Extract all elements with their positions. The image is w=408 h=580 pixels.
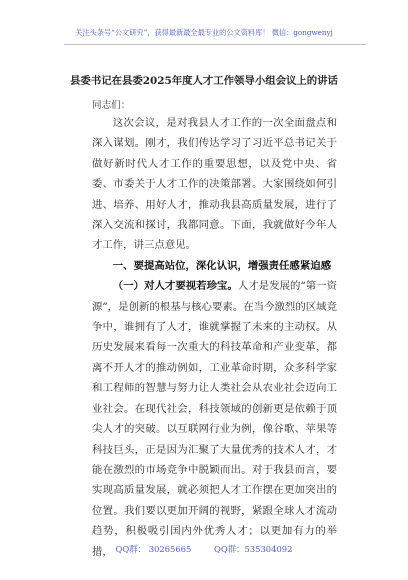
subsection-heading: （一）对人才要视若珍宝。 bbox=[112, 280, 238, 293]
document-title: 县委书记在县委2025年度人才工作领导小组会议上的讲话 bbox=[70, 75, 338, 87]
document-body bbox=[92, 113, 337, 562]
header-divider bbox=[64, 44, 366, 45]
footer-qq-group-1: QQ群： 30265665 bbox=[115, 544, 192, 554]
header-promo-text: 关注头条号“公文研究”，获得最新最全最专业的公文资料库！ 微信：gongwenyj bbox=[75, 28, 333, 37]
section-heading: 一、要提高站位，深化认识，增强责任感紧迫感 bbox=[112, 259, 331, 272]
footer-qq-group-2: QQ群：535304092 bbox=[214, 544, 293, 554]
footer-qq-groups bbox=[0, 543, 408, 555]
salutation: 同志们： bbox=[92, 100, 131, 111]
intro-paragraph: 这次会议，是对我县人才工作的一次全面盘点和深入谋划。刚才，我们传达学习了习近平总书记关于做好新时代人才工作的重要思想，以及党中央、省委、市委关于人才工作的决策部署。大家围绕如何引进、培养、用好人才，推动我县高质量发展，进行了深入交流和探讨，我都同意。下面，我就做好今年人才工作，讲三点意见。 bbox=[92, 117, 337, 252]
subsection-paragraph bbox=[92, 276, 337, 562]
subsection-text: 人才是发展的“第一资源”，是创新的根基与核心要素。在当今激烈的区域竞争中，谁拥有了人才，谁就掌握了未来的主动权。从历史发展来看每一次重大的科技革命和产业变革，都离不开人才的推动例如，工业革命时期，众多科学家和工程师的智慧与努力让人类社会从农业社会迈向工业社会。在现代社会，科技领域的创新更是依赖于顶尖人才的突破。以互联网行业为例，像谷歌、苹果等科技巨头，正是因为汇聚了大量优秀的技术人才，才能在激烈的市场竞争中脱颖而出。对于我县而言，要实现高质量发展，就必须把人才工作摆在更加突出的位置。我们要以更加开阔的视野，紧跟全球人才流动趋势，积极吸引国内外优秀人才；以更加有力的举措， bbox=[92, 280, 338, 558]
